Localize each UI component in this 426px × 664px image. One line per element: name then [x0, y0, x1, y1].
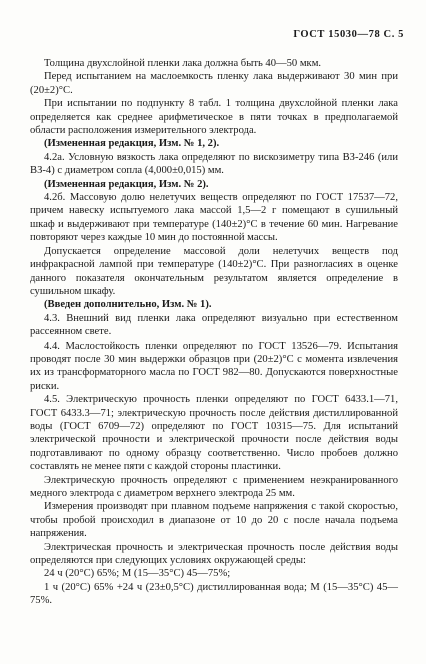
paragraph: Перед испытанием на маслоемкость пленку лака выдерживают 30 мин при (20±2)°С.	[30, 71, 398, 96]
paragraph: 24 ч (20°С) 65%; М (15—35°С) 45—75%;	[44, 568, 231, 580]
paragraph: Толщина двухслойной пленки лака должна быть 40—50 мкм.	[44, 58, 322, 69]
paragraph: 4.2б. Массовую долю нелетучих веществ определяют по ГОСТ 17537—72, причем навеску испытуемого лака массой 1,5—2 г помещают в сушильный шкаф и выдерживают при температуре (140±2)°С в течение 60 мин. Нагревание повторяют через каждые 10 мин до постоянной массы.	[30, 192, 398, 244]
paragraph: 1 ч (20°С) 65% +24 ч (23±0,5°С) дистиллированная вода; М (15—35°С) 45—75%.	[30, 581, 398, 607]
revision-note: (Измененная редакция, Изм. № 2).	[44, 178, 209, 190]
page-header: ГОСТ 15030—78 С. 5	[293, 29, 404, 40]
revision-note: (Измененная редакция, Изм. № 1, 2).	[44, 138, 220, 150]
paragraph: Допускается определение массовой доли нелетучих веществ под инфракрасной лампой при температуре (140±2)°С. При разногласиях в оценке данного показателя окончательным результатом является определение в сушильном шкафу.	[30, 245, 398, 297]
paragraph: Измерения производят при плавном подъеме напряжения с такой скоростью, чтобы пробой происходил в диапазоне от 10 до 20 с после начала подъема напряжения.	[30, 501, 398, 540]
paragraph: При испытании по подпункту 8 табл. 1 толщина двухслойной пленки лака определяется как среднее арифметическое в пяти точках в предполагаемой области расположения измерительного электрода.	[30, 98, 398, 137]
body-text	[30, 57, 398, 608]
revision-note: (Введен дополнительно, Изм. № 1).	[44, 299, 212, 311]
paragraph: 4.4. Маслостойкость пленки определяют по ГОСТ 13526—79. Испытания проводят после 30 мин выдержки образцов при (20±2)°С с момента извлечения их из трансформаторного масла по ГОСТ 982—80. Допускаются поверхностные риски.	[30, 340, 398, 392]
paragraph: 4.5. Электрическую прочность пленки определяют по ГОСТ 6433.1—71, ГОСТ 6433.3—71; электрическую прочность после действия дистиллированной воды (ГОСТ 6709—72) определяют по ГОСТ 10315—75. Для испытаний электрической прочности и электрической прочности после действия воды подготавливают по одному образцу соответственно. Число пробоев должно составлять не менее пяти с каждой стороны пластинки.	[30, 394, 398, 473]
paragraph: 4.2а. Условную вязкость лака определяют по вискозиметру типа ВЗ-246 (или ВЗ-4) с диаметром сопла (4,000±0,015) мм.	[30, 151, 398, 177]
paragraph: Электрическую прочность определяют с применением неэкранированного медного электрода с диаметром верхнего электрода 25 мм.	[30, 474, 398, 499]
paragraph: 4.3. Внешний вид пленки лака определяют визуально при естественном рассеянном свете.	[30, 312, 398, 338]
paragraph: Электрическая прочность и электрическая прочность после действия воды определяются при следующих условиях окружающей среды:	[30, 541, 398, 567]
